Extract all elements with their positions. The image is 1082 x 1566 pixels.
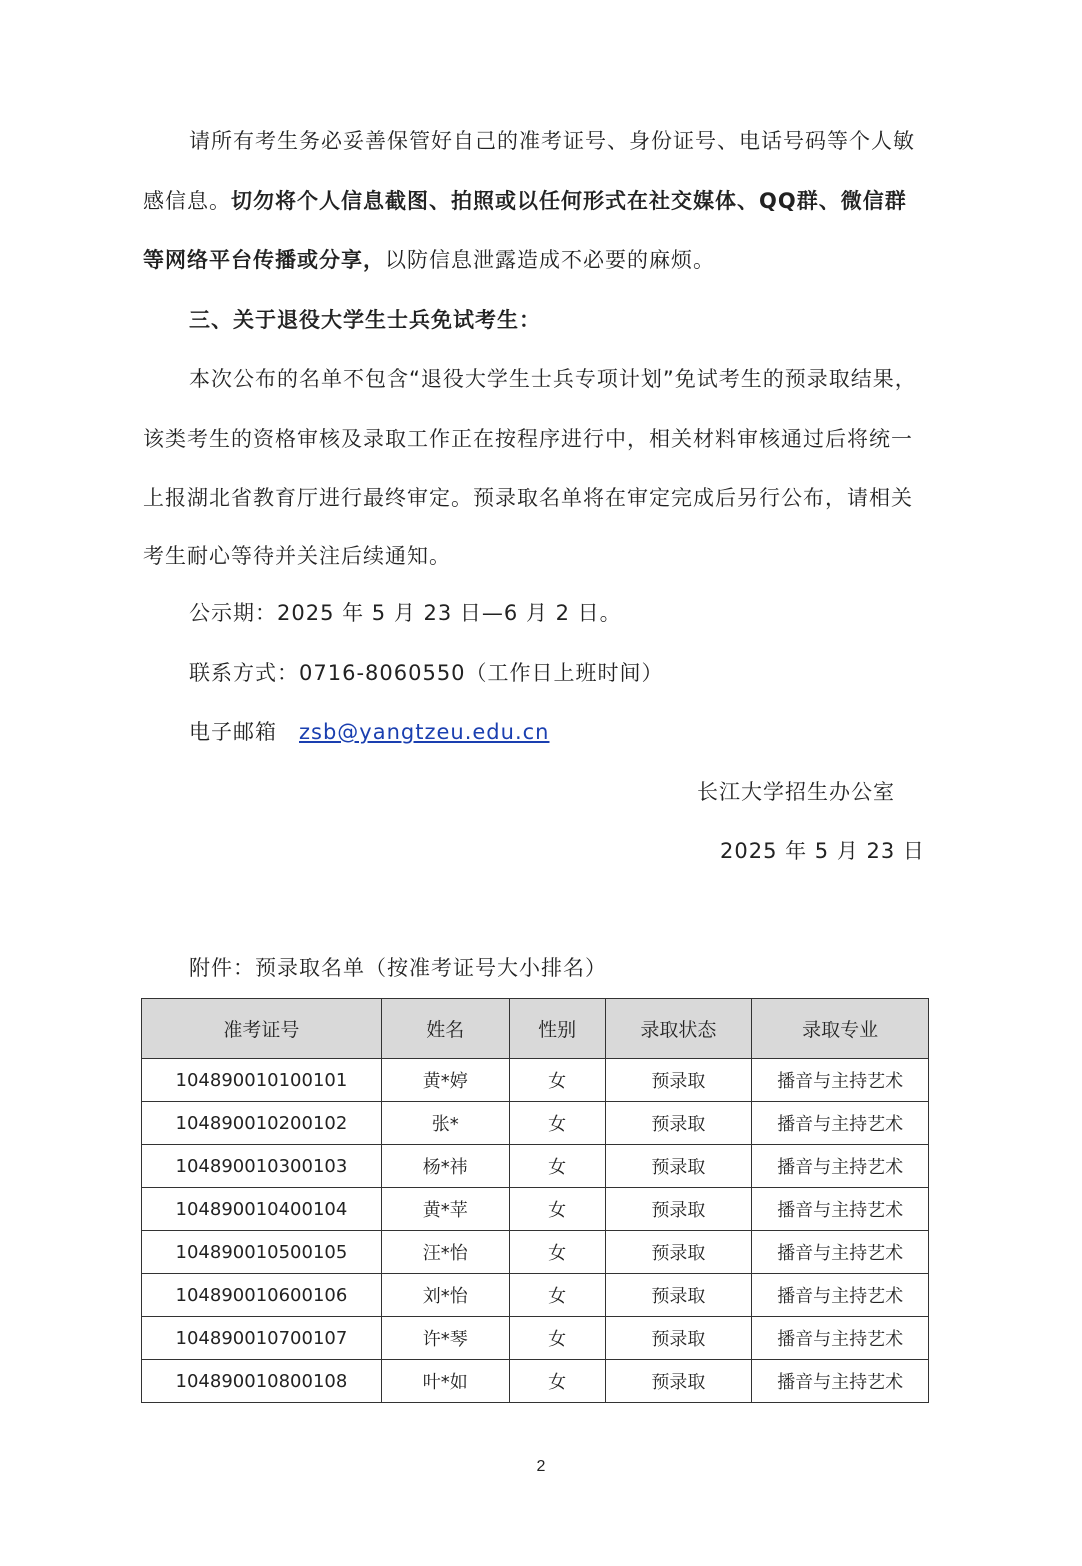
paragraph-line	[143, 186, 933, 216]
table-cell: 女	[509, 1102, 605, 1145]
table-row	[142, 1274, 929, 1317]
column-header: 录取专业	[752, 999, 929, 1059]
table-cell: 刘*怡	[381, 1274, 509, 1317]
warning-text: 切勿将个人信息截图、拍照或以任何形式在社交媒体、QQ群、微信群	[231, 189, 907, 213]
table-cell: 预录取	[605, 1188, 752, 1231]
table-cell: 播音与主持艺术	[752, 1231, 929, 1274]
table-row	[142, 1188, 929, 1231]
table-cell: 汪*怡	[381, 1231, 509, 1274]
table-cell: 104890010300103	[142, 1145, 382, 1188]
warning-text: 等网络平台传播或分享，	[143, 248, 385, 272]
table-cell: 女	[509, 1188, 605, 1231]
table-cell: 104890010700107	[142, 1317, 382, 1360]
column-header: 姓名	[381, 999, 509, 1059]
table-cell: 预录取	[605, 1274, 752, 1317]
table-cell: 播音与主持艺术	[752, 1274, 929, 1317]
table-cell: 播音与主持艺术	[752, 1145, 929, 1188]
table-cell: 播音与主持艺术	[752, 1317, 929, 1360]
table-cell: 104890010100101	[142, 1059, 382, 1102]
table-cell: 预录取	[605, 1317, 752, 1360]
column-header: 准考证号	[142, 999, 382, 1059]
table-row	[142, 1231, 929, 1274]
table-cell: 播音与主持艺术	[752, 1059, 929, 1102]
table-cell: 黄*苹	[381, 1188, 509, 1231]
paragraph-text: 感信息。	[143, 189, 231, 213]
paragraph-text: 以防信息泄露造成不必要的麻烦。	[385, 248, 715, 272]
email-label: 电子邮箱	[189, 720, 277, 744]
email-link[interactable]: zsb@yangtzeu.edu.cn	[299, 720, 550, 744]
table-header-row	[142, 999, 929, 1059]
section-heading: 三、关于退役大学生士兵免试考生：	[189, 308, 541, 332]
table-row	[142, 1145, 929, 1188]
table-cell: 播音与主持艺术	[752, 1360, 929, 1403]
table-cell: 许*琴	[381, 1317, 509, 1360]
paragraph-line: 考生耐心等待并关注后续通知。	[143, 544, 451, 568]
table-cell: 女	[509, 1274, 605, 1317]
table-cell: 黄*婷	[381, 1059, 509, 1102]
table-cell: 叶*如	[381, 1360, 509, 1403]
table-cell: 杨*祎	[381, 1145, 509, 1188]
paragraph-line: 请所有考生务必妥善保管好自己的准考证号、身份证号、电话号码等个人敏	[189, 129, 915, 153]
table-cell: 104890010600106	[142, 1274, 382, 1317]
attachment-title: 附件：预录取名单（按准考证号大小排名）	[189, 956, 607, 980]
column-header: 性别	[509, 999, 605, 1059]
notice-period: 公示期：2025 年 5 月 23 日—6 月 2 日。	[189, 601, 622, 625]
contact-info: 联系方式：0716-8060550（工作日上班时间）	[189, 661, 664, 685]
table-row	[142, 1102, 929, 1145]
column-header: 录取状态	[605, 999, 752, 1059]
table-cell: 预录取	[605, 1231, 752, 1274]
paragraph-line: 该类考生的资格审核及录取工作正在按程序进行中，相关材料审核通过后将统一	[143, 427, 913, 451]
table-cell: 104890010200102	[142, 1102, 382, 1145]
table-cell: 预录取	[605, 1360, 752, 1403]
page-number: 2	[536, 1458, 546, 1475]
table-cell: 104890010500105	[142, 1231, 382, 1274]
table-cell: 104890010800108	[142, 1360, 382, 1403]
table-cell: 女	[509, 1317, 605, 1360]
admission-table	[141, 998, 929, 1403]
table-row	[142, 1360, 929, 1403]
table-cell: 张*	[381, 1102, 509, 1145]
table-row	[142, 1317, 929, 1360]
table-cell: 女	[509, 1231, 605, 1274]
table-cell: 播音与主持艺术	[752, 1188, 929, 1231]
paragraph-line	[143, 245, 933, 275]
signature-date: 2025 年 5 月 23 日	[720, 839, 925, 863]
table-cell: 预录取	[605, 1145, 752, 1188]
paragraph-line: 上报湖北省教育厅进行最终审定。预录取名单将在审定完成后另行公布，请相关	[143, 486, 913, 510]
table-cell: 预录取	[605, 1059, 752, 1102]
table-cell: 女	[509, 1145, 605, 1188]
signature-org: 长江大学招生办公室	[697, 780, 895, 804]
table-cell: 播音与主持艺术	[752, 1102, 929, 1145]
table-cell: 104890010400104	[142, 1188, 382, 1231]
table-cell: 女	[509, 1059, 605, 1102]
email-line	[189, 717, 933, 747]
paragraph-line: 本次公布的名单不包含“退役大学生士兵专项计划”免试考生的预录取结果，	[189, 367, 917, 391]
table-row	[142, 1059, 929, 1102]
table-cell: 女	[509, 1360, 605, 1403]
table-cell: 预录取	[605, 1102, 752, 1145]
